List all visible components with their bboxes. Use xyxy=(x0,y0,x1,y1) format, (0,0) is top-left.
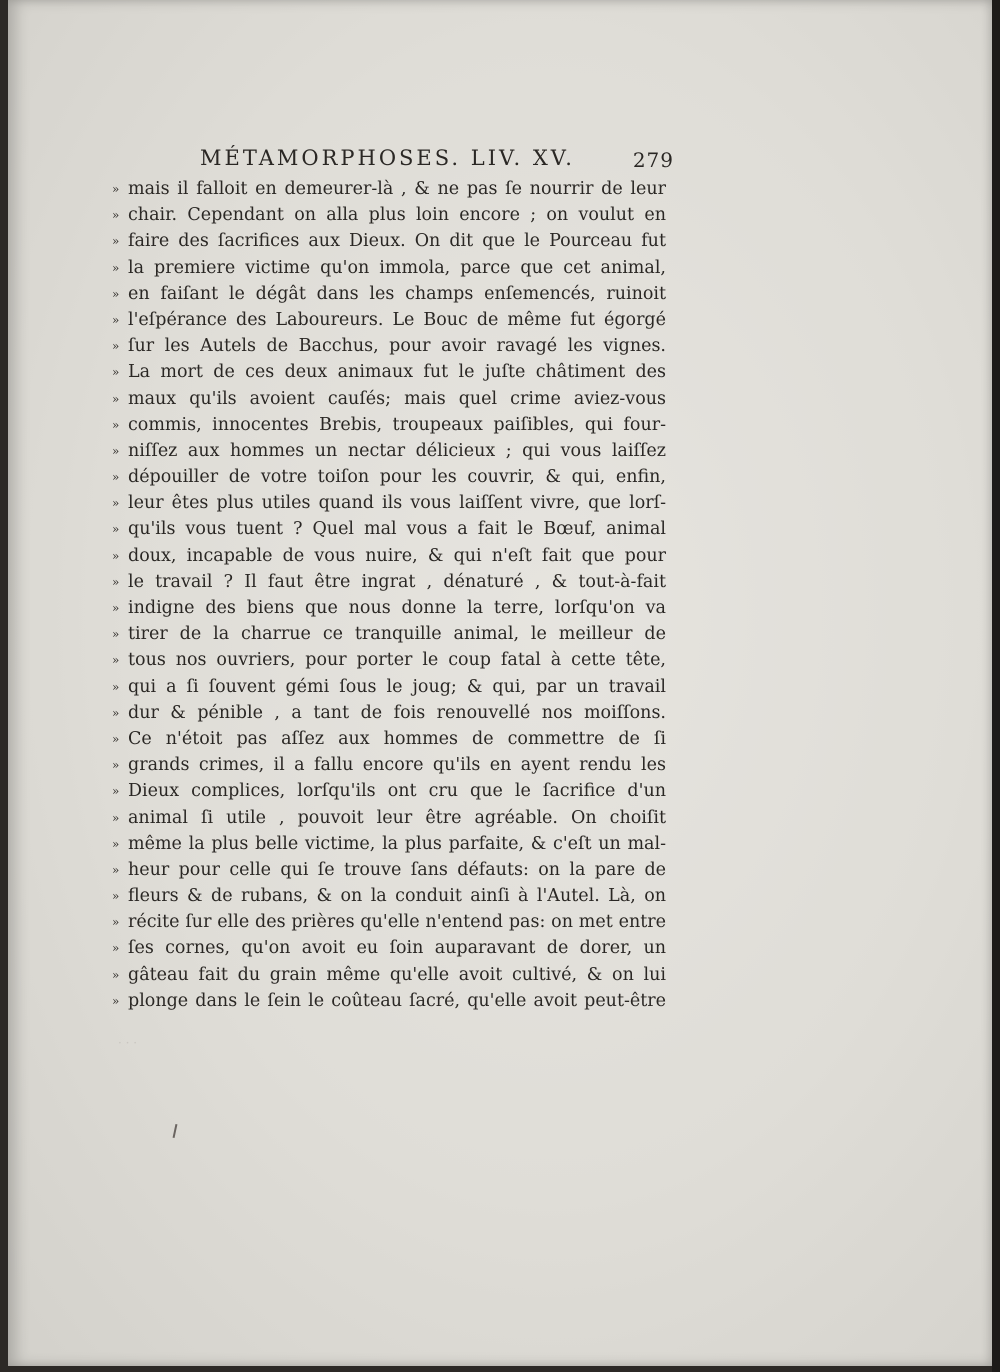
line-text: l'eſpérance des Laboureurs. Le Bouc de même fut égorgé xyxy=(128,309,666,330)
text-line xyxy=(112,805,668,831)
text-line xyxy=(112,726,668,752)
text-line xyxy=(112,228,668,254)
quote-mark: » xyxy=(112,784,120,799)
text-line xyxy=(112,281,668,307)
quote-mark: » xyxy=(112,574,120,589)
text-line xyxy=(112,909,668,935)
quote-mark: » xyxy=(112,182,120,196)
line-text: dur & pénible , a tant de fois renouvellé nos moiſſons. xyxy=(128,702,666,723)
text-line xyxy=(112,647,668,673)
line-text: en faiſant le dégât dans les champs enſemencés, ruinoit xyxy=(128,283,666,304)
quote-mark: » xyxy=(112,915,120,930)
line-text: doux, incapable de vous nuire, & qui n'eſt fait que pour xyxy=(128,545,666,566)
quote-mark: » xyxy=(112,836,120,851)
quote-mark: » xyxy=(112,417,120,432)
line-text: leur êtes plus utiles quand ils vous laiſſent vivre, que lorſ- xyxy=(128,493,666,514)
quote-mark: » xyxy=(112,496,120,511)
quote-mark: » xyxy=(112,365,120,380)
line-text: ſes cornes, qu'on avoit eu ſoin auparavant de dorer, un xyxy=(128,938,666,959)
faint-stamp-mark: · · · xyxy=(118,1036,138,1050)
text-line xyxy=(112,674,668,700)
text-line xyxy=(112,988,668,1014)
quote-mark: » xyxy=(112,234,120,249)
quote-mark: » xyxy=(112,627,120,642)
text-line xyxy=(112,857,668,883)
text-block xyxy=(112,140,674,1014)
text-line xyxy=(112,831,668,857)
quote-mark: » xyxy=(112,758,120,773)
quote-mark: » xyxy=(112,967,120,982)
text-line xyxy=(112,202,668,228)
quote-mark: » xyxy=(112,260,120,275)
text-line xyxy=(112,962,668,988)
text-line xyxy=(112,883,668,909)
quote-mark: » xyxy=(112,731,120,746)
text-line xyxy=(112,359,668,385)
quote-mark: » xyxy=(112,312,120,327)
text-line xyxy=(112,621,668,647)
text-line xyxy=(112,255,668,281)
text-line xyxy=(112,543,668,569)
text-line xyxy=(112,307,668,333)
quote-mark: » xyxy=(112,286,120,301)
line-text: faire des ſacrifices aux Dieux. On dit que le Pourceau fut xyxy=(128,231,666,252)
text-line xyxy=(112,752,668,778)
line-text: Dieux complices, lorſqu'ils ont cru que le ſacrifice d'un xyxy=(128,781,666,802)
line-text: même la plus belle victime, la plus parfaite, & c'eſt un mal- xyxy=(128,833,666,854)
line-text: chair. Cependant on alla plus loin encore ; on voulut en xyxy=(128,205,666,226)
line-text: tirer de la charrue ce tranquille animal, le meilleur de xyxy=(128,624,666,645)
text-line xyxy=(112,176,668,202)
line-text: gâteau fait du grain même qu'elle avoit cultivé, & on lui xyxy=(128,964,666,985)
line-text: tous nos ouvriers, pour porter le coup fatal à cette tête, xyxy=(128,650,666,671)
quote-mark: » xyxy=(112,391,120,406)
quote-mark: » xyxy=(112,941,120,956)
page-edge-shadow xyxy=(992,0,1000,1372)
quote-mark: » xyxy=(112,443,120,458)
line-text: plonge dans le ſein le coûteau ſacré, qu'elle avoit peut-être xyxy=(128,990,666,1011)
quote-mark: » xyxy=(112,679,120,694)
line-text: animal ſi utile , pouvoit leur être agréable. On choiſit xyxy=(128,807,666,828)
text-line xyxy=(112,700,668,726)
text-line xyxy=(112,412,668,438)
line-text: La mort de ces deux animaux fut le juſte châtiment des xyxy=(128,362,666,383)
line-text: mais il falloit en demeurer-là , & ne pas ſe nourrir de leur xyxy=(128,179,666,199)
quote-mark: » xyxy=(112,522,120,537)
text-line xyxy=(112,595,668,621)
text-line xyxy=(112,935,668,961)
line-text: Ce n'étoit pas aſſez aux hommes de commettre de ſi xyxy=(128,728,666,749)
line-text: fleurs & de rubans, & on la conduit ainſi à l'Autel. Là, on xyxy=(128,886,666,907)
text-line xyxy=(112,438,668,464)
quote-mark: » xyxy=(112,470,120,485)
body-text xyxy=(112,176,668,1014)
quote-mark: » xyxy=(112,653,120,668)
text-line xyxy=(112,516,668,542)
line-text: le travail ? Il faut être ingrat , dénaturé , & tout-à-fait xyxy=(128,571,666,592)
text-line xyxy=(112,778,668,804)
text-line xyxy=(112,386,668,412)
running-header xyxy=(112,140,674,176)
line-text: commis, innocentes Brebis, troupeaux paiſibles, qui four- xyxy=(128,414,666,435)
line-text: niſſez aux hommes un nectar délicieux ; qui vous laiſſez xyxy=(128,440,666,461)
quote-mark: » xyxy=(112,993,120,1008)
line-text: grands crimes, il a fallu encore qu'ils en ayent rendu les xyxy=(128,755,666,776)
text-line xyxy=(112,464,668,490)
line-text: qui a ſi ſouvent gémi ſous le joug; & qui, par un travail xyxy=(128,676,666,697)
line-text: maux qu'ils avoient cauſés; mais quel crime aviez-vous xyxy=(128,388,666,409)
quote-mark: » xyxy=(112,705,120,720)
running-title: MÉTAMORPHOSES. LIV. XV. xyxy=(200,146,575,170)
quote-mark: » xyxy=(112,889,120,904)
quote-mark: » xyxy=(112,601,120,615)
line-text: dépouiller de votre toiſon pour les couvrir, & qui, enfin, xyxy=(128,467,666,488)
line-text: la premiere victime qu'on immola, parce que cet animal, xyxy=(128,257,666,278)
quote-mark: » xyxy=(112,548,120,563)
page-number: 279 xyxy=(632,148,674,172)
text-line xyxy=(112,490,668,516)
line-text: qu'ils vous tuent ? Quel mal vous a fait le Bœuf, animal xyxy=(128,519,666,540)
text-line xyxy=(112,333,668,359)
quote-mark: » xyxy=(112,810,120,825)
quote-mark: » xyxy=(112,208,120,223)
line-text: récite ſur elle des prières qu'elle n'entend pas: on met entre xyxy=(128,912,666,933)
line-text: heur pour celle qui ſe trouve ſans défauts: on la pare de xyxy=(128,859,666,880)
text-line xyxy=(112,569,668,595)
quote-mark: » xyxy=(112,339,120,354)
quote-mark: » xyxy=(112,862,120,877)
line-text: indigne des biens que nous donne la terre, lorſqu'on va xyxy=(128,598,666,618)
line-text: ſur les Autels de Bacchus, pour avoir ravagé les vignes. xyxy=(128,336,666,357)
